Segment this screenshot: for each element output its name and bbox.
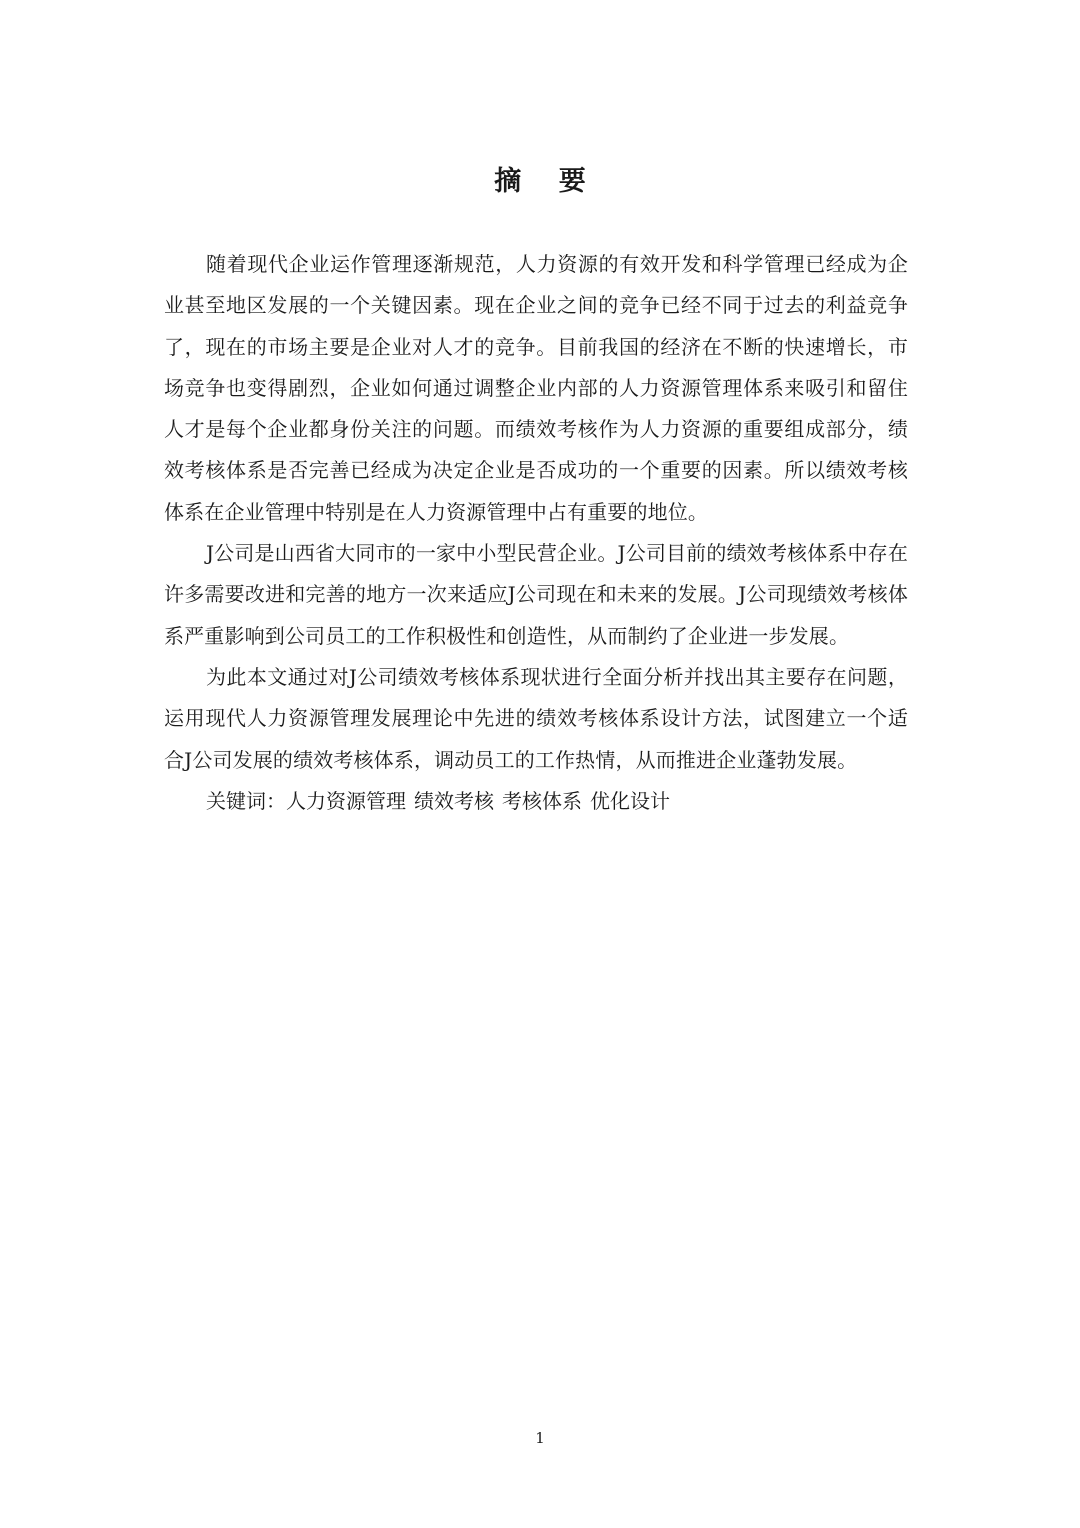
abstract-body xyxy=(164,244,908,822)
page-number: 1 xyxy=(535,1429,545,1447)
keyword-item: 人力资源管理 xyxy=(286,788,406,813)
abstract-title: 摘 要 xyxy=(494,166,600,197)
abstract-paragraph-1: 随着现代企业运作管理逐渐规范，人力资源的有效开发和科学管理已经成为企业甚至地区发展的一个关键因素。现在企业之间的竞争已经不同于过去的利益竞争了，现在的市场主要是企业对人才的竞争。目前我国的经济在不断的快速增长，市场竞争也变得剧烈，企业如何通过调整企业内部的人力资源管理体系来吸引和留住人才是每个企业都身份关注的问题。而绩效考核作为人力资源的重要组成部分，绩效考核体系是否完善已经成为决定企业是否成功的一个重要的因素。所以绩效考核体系在企业管理中特别是在人力资源管理中占有重要的地位。 xyxy=(164,252,908,524)
keyword-item: 优化设计 xyxy=(590,788,670,813)
keyword-item: 绩效考核 xyxy=(414,788,494,813)
keywords-line xyxy=(164,781,908,822)
abstract-paragraph-2: J公司是山西省大同市的一家中小型民营企业。J公司目前的绩效考核体系中存在许多需要改进和完善的地方一次来适应J公司现在和未来的发展。J公司现绩效考核体系严重影响到公司员工的工作积极性和创造性，从而制约了企业进一步发展。 xyxy=(164,541,908,648)
keyword-item: 考核体系 xyxy=(502,788,582,813)
abstract-paragraph-3: 为此本文通过对J公司绩效考核体系现状进行全面分析并找出其主要存在问题，运用现代人力资源管理发展理论中先进的绩效考核体系设计方法，试图建立一个适合J公司发展的绩效考核体系，调动员工的工作热情，从而推进企业蓬勃发展。 xyxy=(164,664,908,772)
keywords-label: 关键词： xyxy=(206,788,286,813)
